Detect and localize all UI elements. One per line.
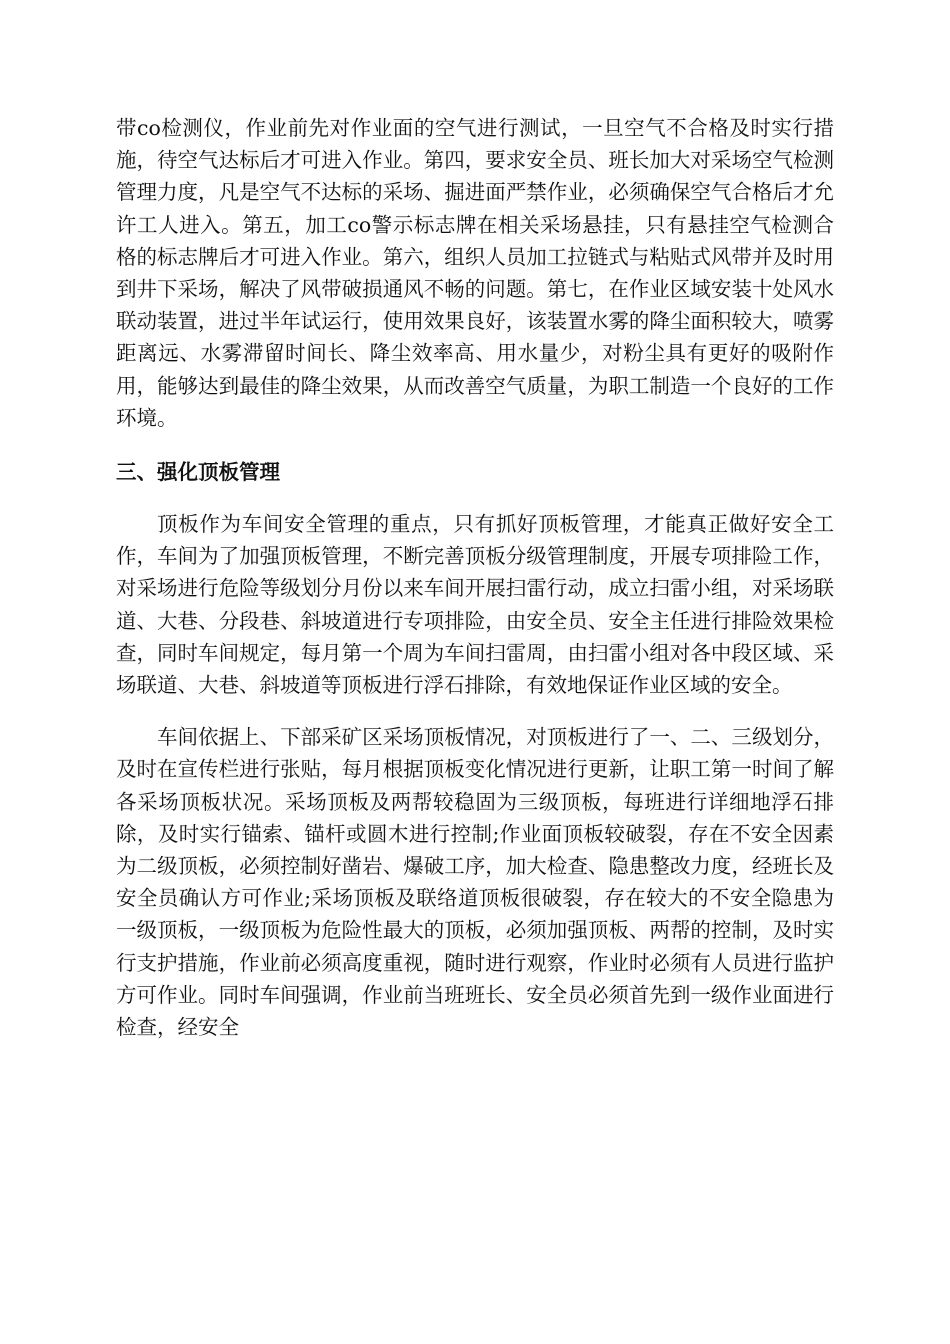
document-page: [116, 112, 834, 1043]
paragraph-roof-management: 顶板作为车间安全管理的重点，只有抓好顶板管理，才能真正做好安全工作，车间为了加强顶板管理，不断完善顶板分级管理制度，开展专项排险工作，对采场进行危险等级划分月份以来车间开展扫雷行动，成立扫雷小组，对采场联道、大巷、分段巷、斜坡道进行专项排险，由安全员、安全主任进行排险效果检查，同时车间规定，每月第一个周为车间扫雷周，由扫雷小组对各中段区域、采场联道、大巷、斜坡道等顶板进行浮石排除，有效地保证作业区域的安全。: [116, 512, 834, 698]
paragraph-air-quality: 带co检测仪，作业前先对作业面的空气进行测试，一旦空气不合格及时实行措施，待空气达标后才可进入作业。第四，要求安全员、班长加大对采场空气检测管理力度，凡是空气不达标的采场、掘进面严禁作业，必须确保空气合格后才允许工人进入。第五，加工co警示标志牌在相关采场悬挂，只有悬挂空气检测合格的标志牌后才可进入作业。第六，组织人员加工拉链式与粘贴式风带并及时用到井下采场，解决了风带破损通风不畅的问题。第七，在作业区域安装十处风水联动装置，进过半年试运行，使用效果良好，该装置水雾的降尘面积较大，喷雾距离远、水雾滞留时间长、降尘效率高、用水量少，对粉尘具有更好的吸附作用，能够达到最佳的降尘效果，从而改善空气质量，为职工制造一个良好的工作环境。: [116, 116, 834, 430]
section-heading-roof-management: 三、强化顶板管理: [116, 460, 280, 485]
paragraph-roof-grading: 车间依据上、下部采矿区采场顶板情况，对顶板进行了一、二、三级划分，及时在宣传栏进行张贴，每月根据顶板变化情况进行更新，让职工第一时间了解各采场顶板状况。采场顶板及两帮较稳固为三级顶板，每班进行详细地浮石排除，及时实行锚索、锚杆或圆木进行控制;作业面顶板较破裂，存在不安全因素为二级顶板，必须控制好凿岩、爆破工序，加大检查、隐患整改力度，经班长及安全员确认方可作业;采场顶板及联络道顶板很破裂，存在较大的不安全隐患为一级顶板，一级顶板为危险性最大的顶板，必须加强顶板、两帮的控制，及时实行支护措施，作业前必须高度重视，随时进行观察，作业时必须有人员进行监护方可作业。同时车间强调，作业前当班班长、安全员必须首先到一级作业面进行检查，经安全: [116, 725, 834, 1040]
